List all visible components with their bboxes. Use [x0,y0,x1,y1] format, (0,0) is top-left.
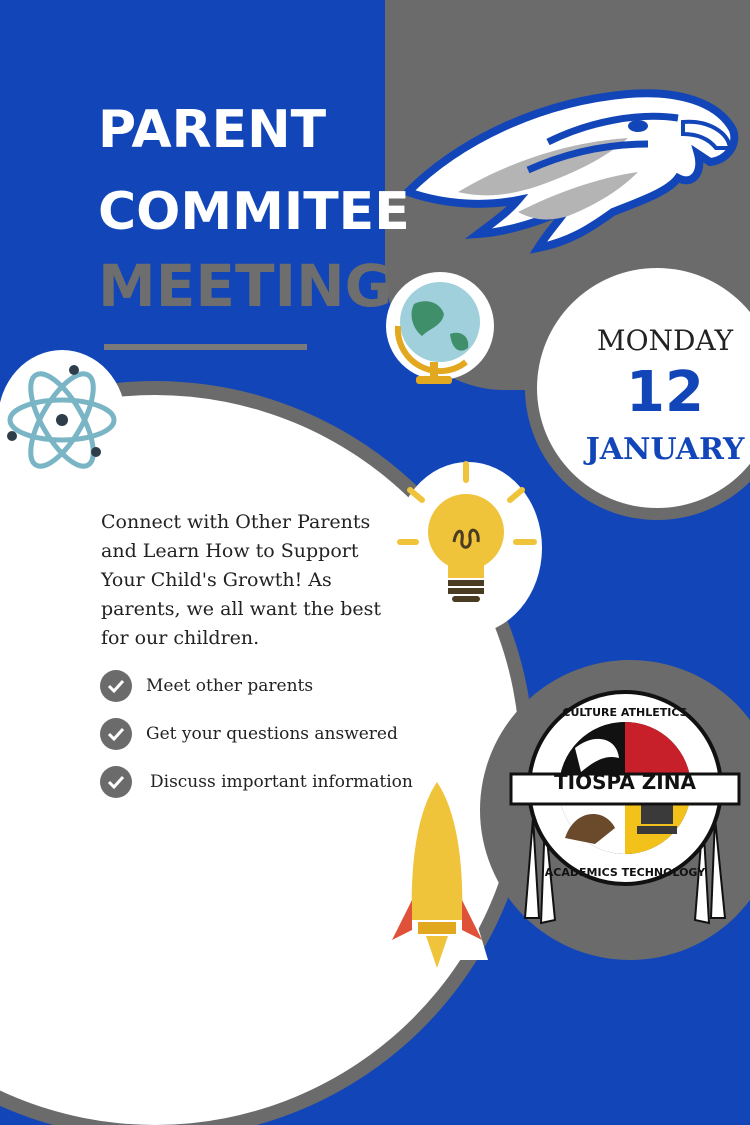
globe-icon [384,270,496,394]
title-line-2: COMMITEE [98,182,410,242]
date-number: 12 [626,360,704,425]
list-item-label: Meet other parents [146,676,314,696]
eagle-mascot-icon [398,82,743,254]
checkmark-icon [100,670,132,702]
school-logo [505,688,745,938]
lightbulb-icon [392,456,546,634]
list-item [100,766,413,798]
rocket-icon [384,770,490,971]
list-item [100,670,313,702]
list-item [100,718,398,750]
date-day: MONDAY [596,324,734,357]
checkmark-icon [100,718,132,750]
checkmark-icon [100,766,132,798]
title-divider [104,344,307,350]
logo-bottom-text: ACADEMICS TECHNOLOGY [544,866,706,879]
intro-text: Connect with Other Parents and Learn How to Support Your Child's Growth! As parents, we all want the best for our children. [101,511,382,649]
logo-banner-text: TIOSPA ZINA [554,770,696,794]
atom-icon [0,348,128,490]
date-month: JANUARY [585,432,745,467]
title-line-3: MEETING [98,252,393,320]
logo-top-text: CULTURE ATHLETICS [562,706,688,719]
list-item-label: Discuss important information [150,772,413,792]
title-line-1: PARENT [98,100,327,160]
list-item-label: Get your questions answered [146,724,398,744]
